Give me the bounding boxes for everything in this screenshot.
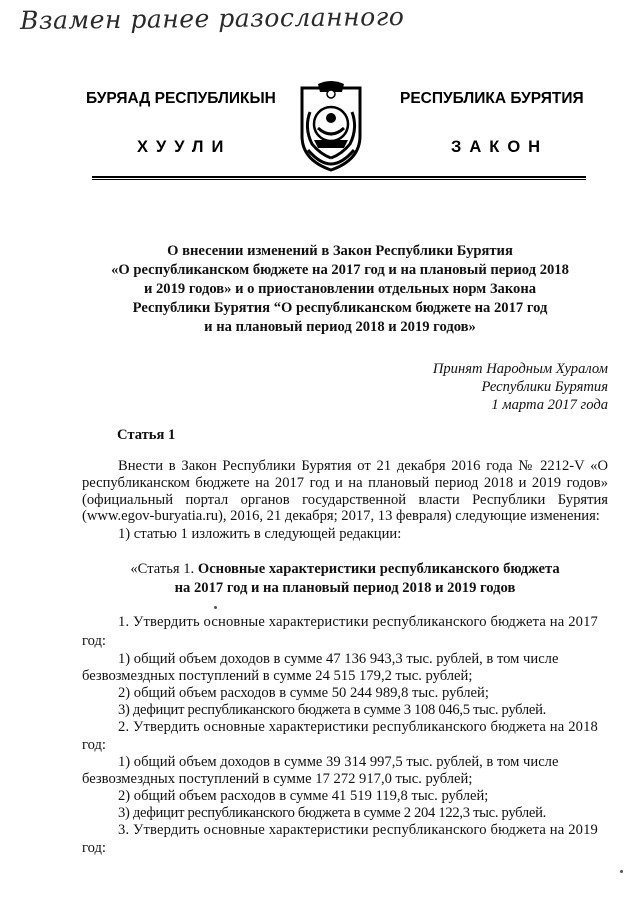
budget-line: безвозмездных поступлений в сумме 17 272 917,0 тыс. рублей; (82, 771, 473, 787)
intro-paragraph: Внести в Закон Республики Бурятия от 21 декабря 2016 года № 2212-V «О республиканском бюджете на 2017 год и на плановый период 2018 и 2019 годов» (официальный портал органов государственной власти Республики Бурятия (www.egov-buryatia.ru), 2016, 21 декабря; 2017, 13 февраля) следующие изменения: (82, 458, 608, 525)
budget-line: 2. Утвердить основные характеристики республиканского бюджета на 2018 (118, 719, 598, 735)
header-right-title: РЕСПУБЛИКА БУРЯТИЯ (400, 90, 584, 107)
budget-line: 3. Утвердить основные характеристики республиканского бюджета на 2019 (118, 822, 598, 838)
budget-line: год: (82, 840, 106, 856)
scan-speck (214, 606, 217, 609)
article-heading: Статья 1 (117, 427, 176, 443)
accepted-date: 1 марта 2017 года (491, 397, 608, 413)
budget-line: год: (82, 633, 106, 649)
budget-line: 1. Утвердить основные характеристики республиканского бюджета на 2017 (118, 614, 598, 630)
accepted-block (360, 360, 608, 414)
handwritten-note: Взамен ранее разосланного (19, 1, 405, 36)
budget-line: 3) дефицит республиканского бюджета в сумме 3 108 046,5 тыс. рублей. (118, 702, 546, 718)
header-rule (92, 176, 586, 178)
budget-line: безвозмездных поступлений в сумме 24 515 179,2 тыс. рублей; (82, 668, 473, 684)
accepted-line: Республики Бурятия (481, 379, 608, 395)
budget-line: 1) общий объем доходов в сумме 47 136 943,3 тыс. рублей, в том числе (118, 651, 559, 667)
budget-line: 3) дефицит республиканского бюджета в сумме 2 204 122,3 тыс. рублей. (118, 805, 546, 821)
coat-of-arms-icon (296, 78, 366, 172)
title-line: О внесении изменений в Закон Республики Бурятия (167, 243, 513, 259)
law-title (100, 242, 580, 337)
scan-speck (620, 870, 623, 873)
new-article-title-line: на 2017 год и на плановый период 2018 и 2019 годов (174, 580, 516, 596)
new-article-title-line: Основные характеристики республиканского бюджета (197, 561, 560, 577)
title-line: и 2019 годов» и о приостановлении отдельных норм Закона (143, 281, 537, 297)
budget-line: год: (82, 737, 106, 753)
new-article-prefix: «Статья 1. (130, 561, 198, 577)
new-article-title (82, 560, 608, 598)
budget-line: 1) общий объем доходов в сумме 39 314 997,5 тыс. рублей, в том числе (118, 754, 559, 770)
title-line: и на плановый период 2018 и 2019 годов» (204, 319, 476, 335)
header-left-title: БУРЯАД РЕСПУБЛИКЫН (86, 90, 276, 107)
title-line: Республики Бурятия “О республиканском бюджете на 2017 год (132, 300, 548, 316)
budget-line: 2) общий объем расходов в сумме 41 519 119,8 тыс. рублей; (118, 788, 489, 804)
header-rule-thin (92, 179, 586, 180)
header-left-subtitle: ХУУЛИ (137, 138, 232, 156)
budget-line: 2) общий объем расходов в сумме 50 244 989,8 тыс. рублей; (118, 685, 489, 701)
accepted-line: Принят Народным Хуралом (432, 361, 608, 377)
item-intro: 1) статью 1 изложить в следующей редакции: (118, 526, 402, 542)
title-line: «О республиканском бюджете на 2017 год и на плановый период 2018 (111, 262, 569, 278)
header-right-subtitle: ЗАКОН (451, 138, 549, 156)
